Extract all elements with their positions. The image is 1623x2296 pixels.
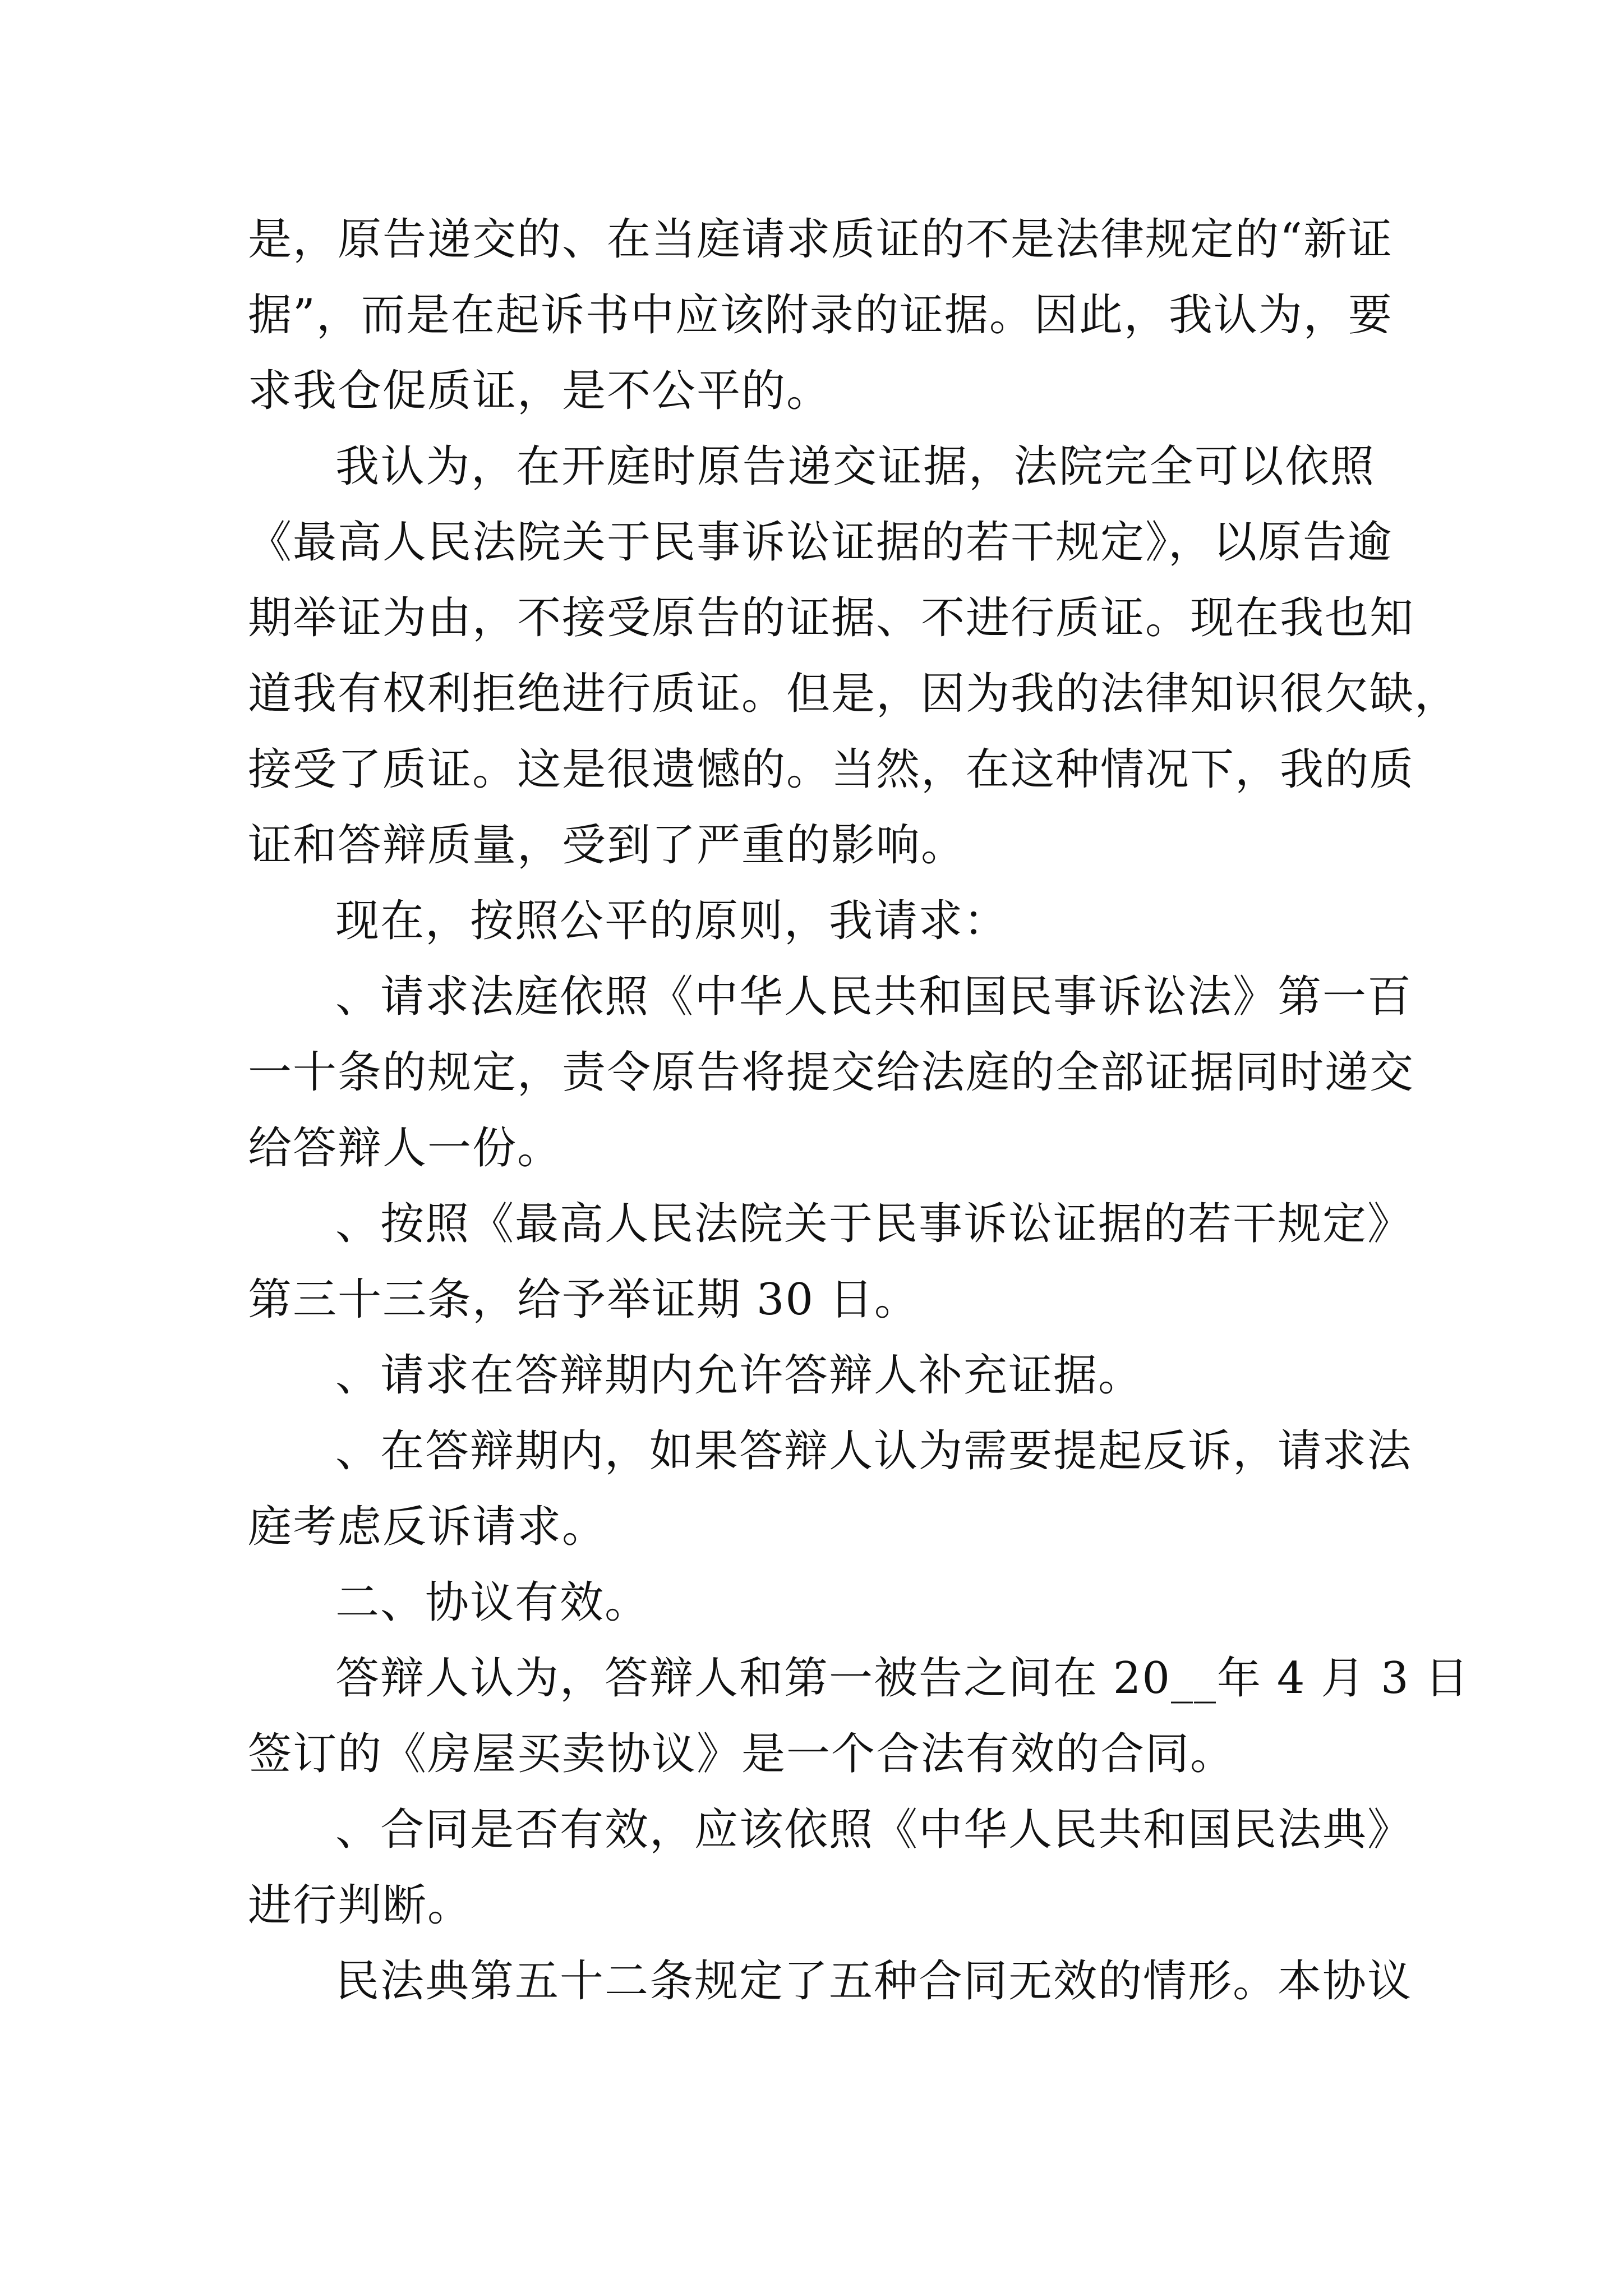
text-line: 《最高人民法院关于民事诉讼证据的若干规定》，以原告逾 [248, 517, 1393, 568]
text-line: 进行判断。 [248, 1880, 473, 1931]
text-line: 、合同是否有效，应该依照《中华人民共和国民法典》 [335, 1805, 1413, 1855]
text-line: 我认为，在开庭时原告递交证据，法院完全可以依照 [335, 441, 1375, 492]
text-line: 给答辩人一份。 [248, 1123, 562, 1174]
text-line: 、在答辩期内，如果答辩人认为需要提起反诉，请求法 [335, 1426, 1413, 1476]
text-line: 签订的《房屋买卖协议》是一个合法有效的合同。 [248, 1729, 1235, 1779]
text-line: 道我有权利拒绝进行质证。但是，因为我的法律知识很欠缺， [248, 669, 1460, 719]
text-line: 现在，按照公平的原则，我请求： [335, 896, 1009, 946]
text-line: 是，原告递交的、在当庭请求质证的不是法律规定的“新证 [248, 214, 1393, 265]
text-line: 据”，而是在起诉书中应该附录的证据。因此，我认为，要 [248, 290, 1393, 341]
text-line: 庭考虑反诉请求。 [248, 1502, 607, 1552]
document-body [248, 202, 1470, 2019]
text-line: 民法典第五十二条规定了五种合同无效的情形。本协议 [335, 1956, 1413, 2007]
text-line: 期举证为由，不接受原告的证据、不进行质证。现在我也知 [248, 593, 1415, 643]
text-line: 、按照《最高人民法院关于民事诉讼证据的若干规定》 [335, 1199, 1413, 1249]
text-line: 、请求在答辩期内允许答辩人补充证据。 [335, 1350, 1144, 1401]
text-line: 、请求法庭依照《中华人民共和国民事诉讼法》第一百 [335, 972, 1413, 1022]
text-line: 证和答辩质量，受到了严重的影响。 [248, 820, 966, 871]
text-line: 第三十三条，给予举证期 30 日。 [248, 1274, 919, 1325]
text-line: 一十条的规定，责令原告将提交给法庭的全部证据同时递交 [248, 1047, 1415, 1098]
text-line: 接受了质证。这是很遗憾的。当然，在这种情况下，我的质 [248, 744, 1415, 795]
text-line: 答辩人认为，答辩人和第一被告之间在 20__年 4 月 3 日 [335, 1653, 1470, 1704]
text-line: 求我仓促质证，是不公平的。 [248, 366, 832, 416]
section-heading: 二、协议有效。 [335, 1577, 650, 1628]
